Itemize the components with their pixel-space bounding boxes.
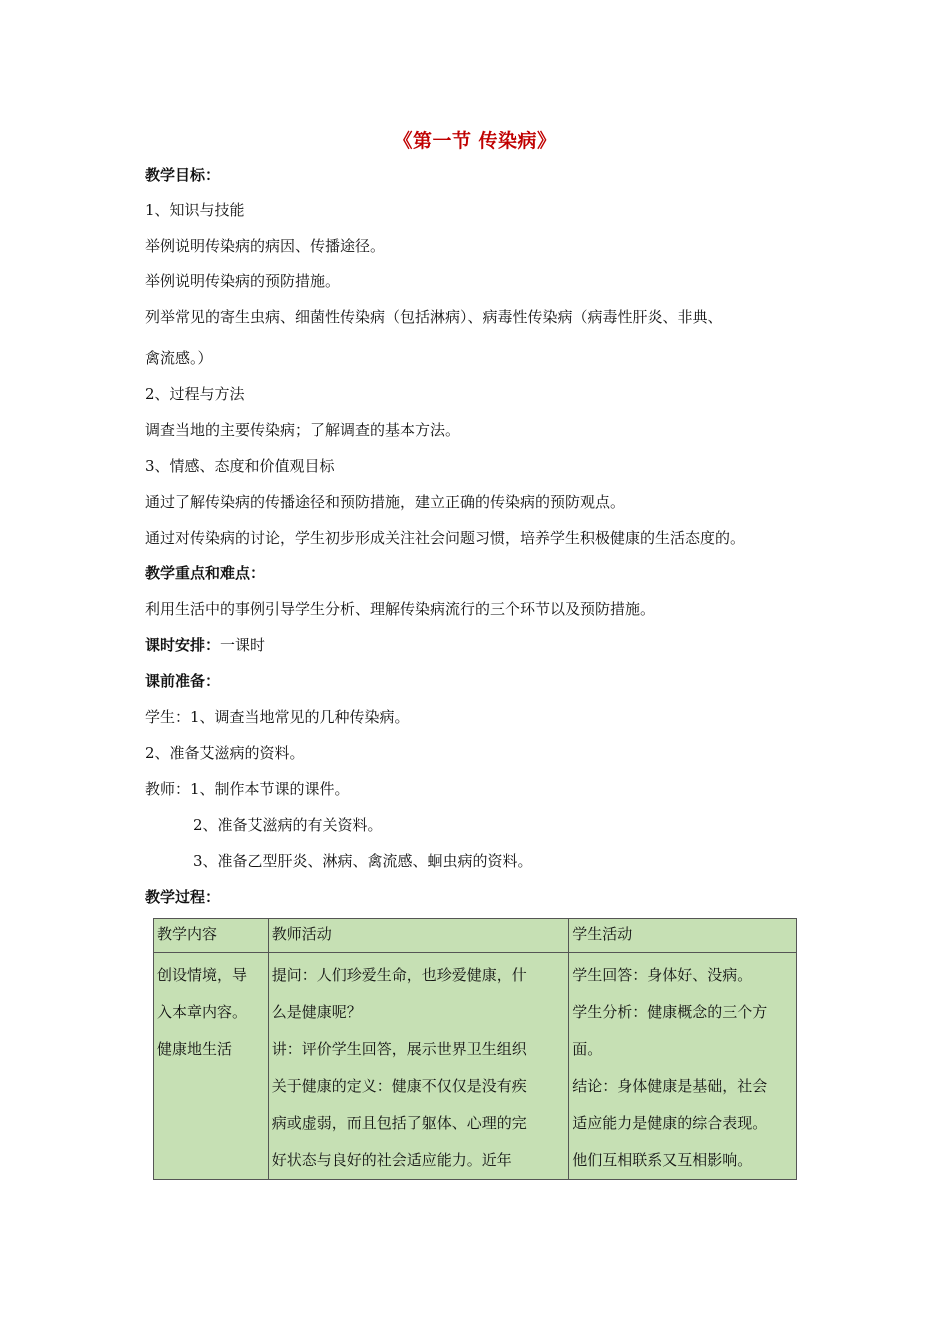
goal1-line: 举例说明传染病的病因、传播途径。: [145, 237, 386, 255]
goal3-line: 通过对传染病的讨论，学生初步形成关注社会问题习惯，培养学生积极健康的生活态度的。: [145, 529, 746, 547]
table-header-cell: 学生活动: [569, 919, 797, 953]
prep-heading: 课前准备：: [145, 672, 221, 690]
cell-line: 面。: [572, 1040, 603, 1058]
cell-line: 学生回答：身体好、没病。: [572, 966, 753, 984]
prep-line: 2、准备艾滋病的有关资料。: [193, 816, 383, 834]
cell-line: 好状态与良好的社会适应能力。近年: [271, 1151, 512, 1169]
table-row: [154, 953, 797, 1180]
document-title: 《第一节 传染病》: [393, 130, 557, 152]
teacher-cell: [268, 953, 569, 1180]
cell-line: 病或虚弱，而且包括了躯体、心理的完: [271, 1114, 527, 1132]
key-heading: 教学重点和难点：: [145, 564, 266, 582]
cell-line: 入本章内容。: [157, 1003, 248, 1021]
cell-line: 健康地生活: [157, 1040, 233, 1058]
cell-line: 适应能力是健康的综合表现。: [572, 1114, 768, 1132]
schedule-label: 课时安排：: [145, 636, 221, 654]
prep-line: 教师：1、制作本节课的课件。: [145, 780, 350, 798]
goal3-line: 通过了解传染病的传播途径和预防措施，建立正确的传染病的预防观点。: [145, 493, 626, 511]
goals-heading: 教学目标：: [145, 166, 221, 184]
student-cell: [569, 953, 797, 1180]
table-header-row: [154, 919, 797, 953]
schedule-value: 一课时: [220, 636, 266, 654]
goal1-line: 列举常见的寄生虫病、细菌性传染病（包括淋病）、病毒性传染病（病毒性肝炎、非典、: [145, 308, 723, 326]
schedule-line: [145, 635, 265, 655]
goal3-heading: 3、情感、态度和价值观目标: [145, 457, 335, 475]
cell-line: 提问：人们珍爱生命，也珍爱健康，什: [271, 966, 527, 984]
cell-line: 关于健康的定义：健康不仅仅是没有疾: [271, 1077, 527, 1095]
cell-line: 么是健康呢？: [271, 1003, 362, 1021]
table-header-cell: 教学内容: [154, 919, 269, 953]
cell-line: 学生分析：健康概念的三个方: [572, 1003, 768, 1021]
cell-line: 讲：评价学生回答，展示世界卫生组织: [271, 1040, 527, 1058]
process-table: [153, 918, 797, 1180]
process-heading: 教学过程：: [145, 888, 221, 906]
cell-line: 他们互相联系又互相影响。: [572, 1151, 753, 1169]
cell-line: 结论：身体健康是基础，社会: [572, 1077, 768, 1095]
cell-line: 创设情境，导: [157, 966, 248, 984]
goal2-heading: 2、过程与方法: [145, 385, 245, 403]
goal1-line: 举例说明传染病的预防措施。: [145, 272, 341, 290]
table-header-cell: 教师活动: [268, 919, 569, 953]
content-cell: [154, 953, 269, 1180]
prep-line: 3、准备乙型肝炎、淋病、禽流感、蛔虫病的资料。: [193, 852, 533, 870]
goal2-line: 调查当地的主要传染病；了解调查的基本方法。: [145, 421, 461, 439]
key-text: 利用生活中的事例引导学生分析、理解传染病流行的三个环节以及预防措施。: [145, 600, 656, 618]
prep-line: 2、准备艾滋病的资料。: [145, 744, 305, 762]
goal1-line: 禽流感。）: [145, 349, 213, 367]
goal1-heading: 1、知识与技能: [145, 201, 245, 219]
prep-line: 学生：1、调查当地常见的几种传染病。: [145, 708, 410, 726]
